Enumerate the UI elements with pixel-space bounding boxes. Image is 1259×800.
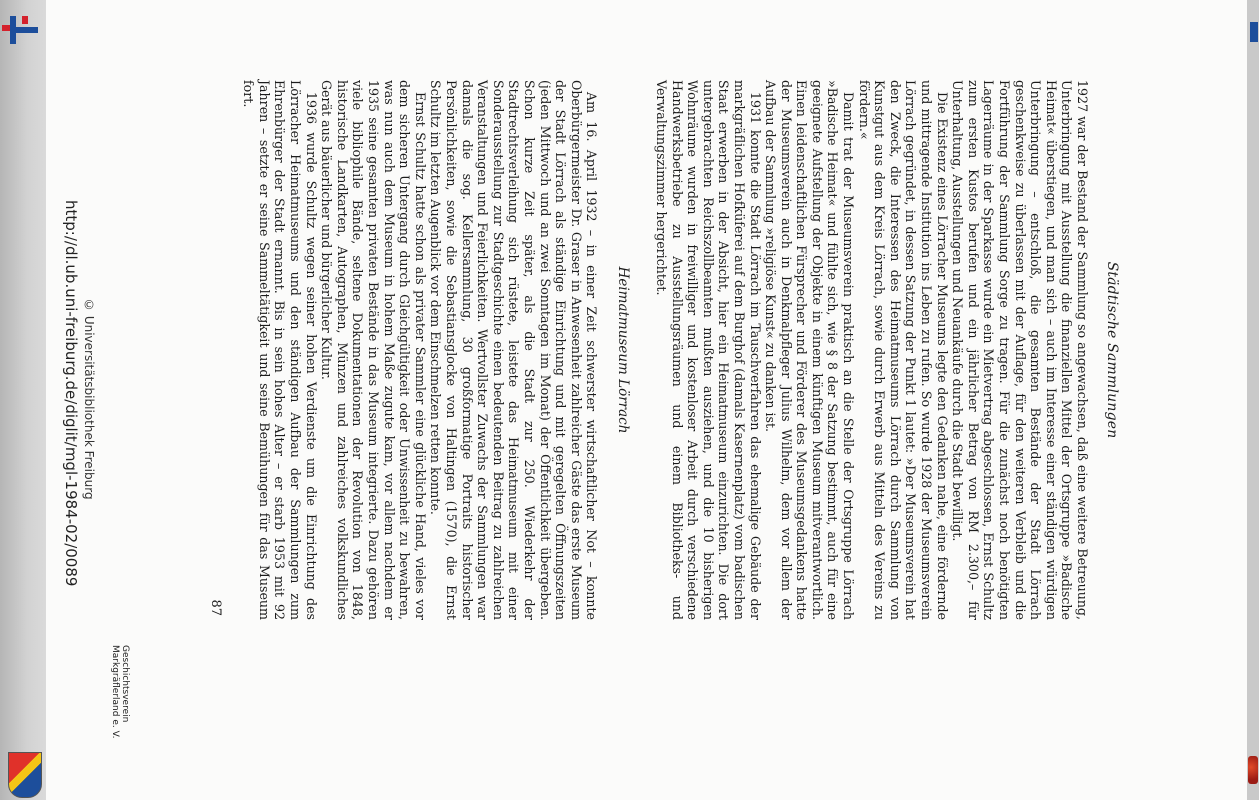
publisher-line-1: Geschichtsverein xyxy=(120,645,130,723)
paragraph: 1931 konnte die Stadt Lörrach im Tauschverfahren das ehemalige Gebäude der markgräflichen Hofküferei auf dem Burghof (damals Kasernenplatz) vom badischen Staat erwerben in der Absicht, hier ein Heimatmuseum einzurichten. Die dort untergebrachten Reichszollbeamten mußten ausziehen, und die 10 bisherigen Wohnräume wurden in freiwilliger und kostenloser Arbeit durch verschiedene Handwerksbetriebe zu Ausstellungsräumen und einem Bibliotheks- und Verwaltungszimmer hergerichtet. xyxy=(653,80,763,620)
running-head: Städtische Sammlungen xyxy=(1104,261,1120,439)
viewer-left-sidebar xyxy=(0,0,46,800)
paragraph: Damit trat der Museumsverein praktisch an die Stelle der Ortsgruppe Lörrach »Badische Heimat« und fühlte sich, wie § 8 der Satzung bestimmt, auch für eine geeignete Aufstellung der Objekte in einem künftigen Museum mitverantwortlich. Einen leidenschaftlichen Fürsprecher und Förderer des Museumsgedankens hatte der Museumsverein auch in Denkmalpfleger Julius Wilhelm, dem vor allem der Aufbau der Sammlung »religiöse Kunst« zu danken ist. xyxy=(763,80,857,620)
paragraph: Ernst Schultz hatte schon als privater Sammler eine glückliche Hand, vieles vor dem sicheren Untergang durch Gleichgültigkeit oder Unwissenheit zu bewahren, was nun auch dem Museum in hohem Maße zugute kam, vor allem nachdem er 1935 seine gesamten privaten Bestände in das Museum integrierte. Dazu gehören viele bibliophile Bände, seltene Dokumentationen der Revolution von 1848, historische Landkarten, Autographen, Münzen und zahlreiches volkskundliches Gerät aus bäuerlicher und bürgerlicher Kultur. xyxy=(319,80,428,620)
paragraph: Am 16. April 1932 – in einer Zeit schwerster wirtschaftlicher Not – konnte Oberbürgermeister Dr. Graser in Anwesenheit zahlreicher Gäste das erste Museum der Stadt Lörrach als ständige Einrichtung und mit geregelten Öffnungszeiten (jeden Mittwoch und an zwei Sonntagen im Monat) der Öffentlichkeit übergeben. Schon kurze Zeit später, als die Stadt zur 250. Wiederkehr der Stadtrechtsverleihung sich rüstete, leistete das Heimatmuseum mit einer Sonderausstellung zur Stadtgeschichte einen bedeutenden Beitrag zu zahlreichen Veranstaltungen und Feierlichkeiten. Wertvollster Zuwachs der Sammlungen war damals die sog. Kellersammlung, 30 großformatige Portraits historischer Persönlichkeiten, sowie die Sebastiansglocke von Haltingen (1570), die Ernst Schultz im letzten Augenblick vor dem Einschmelzen retten konnte. xyxy=(428,80,600,620)
paragraph: 1936 wurde Schultz wegen seiner hohen Verdienste um die Einrichtung des Lörracher Heimatmuseums und den ständigen Aufbau der Sammlungen zum Ehrenbürger der Stadt ernannt. Bis in sein hohes Alter – er starb 1953 mit 92 Jahren – setzte er seine Sammeltätigkeit und seine Bemühungen für das Museum fort. xyxy=(241,80,319,620)
viewer-right-edge xyxy=(1247,0,1259,800)
document-url[interactable]: http://dl.ub.uni-freiburg.de/diglit/mgl-1984-02/0089 xyxy=(62,200,80,587)
scanned-page xyxy=(207,80,1120,620)
publisher-label xyxy=(110,645,130,738)
paragraph: 1927 war der Bestand der Sammlung so angewachsen, daß eine weitere Betreuung, Unterbringung mit Ausstellung die finanziellen Mittel der Ortsgruppe »Badische Heimat« überstiegen, und man sich – auch im Interesse einer ständigen würdigen Unterbringung – entschloß, die gesamten Bestände der Stadt Lörrach geschenkweise zu überlassen mit der Auflage, für den weiteren Verbleib und die Fortführung der Sammlung Sorge zu tragen. Für die zunächst noch benötigten Lagerräume in der Sparkasse wurde ein Mietvertrag abgeschlossen, Ernst Schultz zum ersten Kustos berufen und ein jährlicher Betrag von RM 2.300,– für Unterhaltung, Ausstellungen und Neuankäufe durch die Stadt bewilligt. xyxy=(950,80,1090,620)
copyright-notice: © Universitätsbibliothek Freiburg xyxy=(82,298,96,500)
right-logo-icon xyxy=(1250,22,1258,42)
publisher-line-2: Markgräflerland e. V. xyxy=(110,645,120,739)
geschichtsverein-crest-icon xyxy=(8,752,42,798)
ub-freiburg-logo-icon[interactable] xyxy=(2,16,38,46)
page-number: 87 xyxy=(207,599,223,616)
paragraph: Die Existenz eines Lörracher Museums legte den Gedanken nahe, eine fördernde und mittragende Institution ins Leben zu rufen. So wurde 1928 der Museumsverein Lörrach gegründet, in dessen Satzung der Punkt 1 lautet: »Der Museumsverein hat den Zweck, die Interessen des Heimatmuseums Lörrach durch Sammlung von Kunstgut aus dem Kreis Lörrach, sowie durch Erwerb aus Mitteln des Vereins zu fördern.« xyxy=(856,80,950,620)
section-heading: Heimatmuseum Lörrach xyxy=(615,266,632,434)
document-footer xyxy=(50,0,130,800)
right-seal-icon xyxy=(1248,756,1258,784)
